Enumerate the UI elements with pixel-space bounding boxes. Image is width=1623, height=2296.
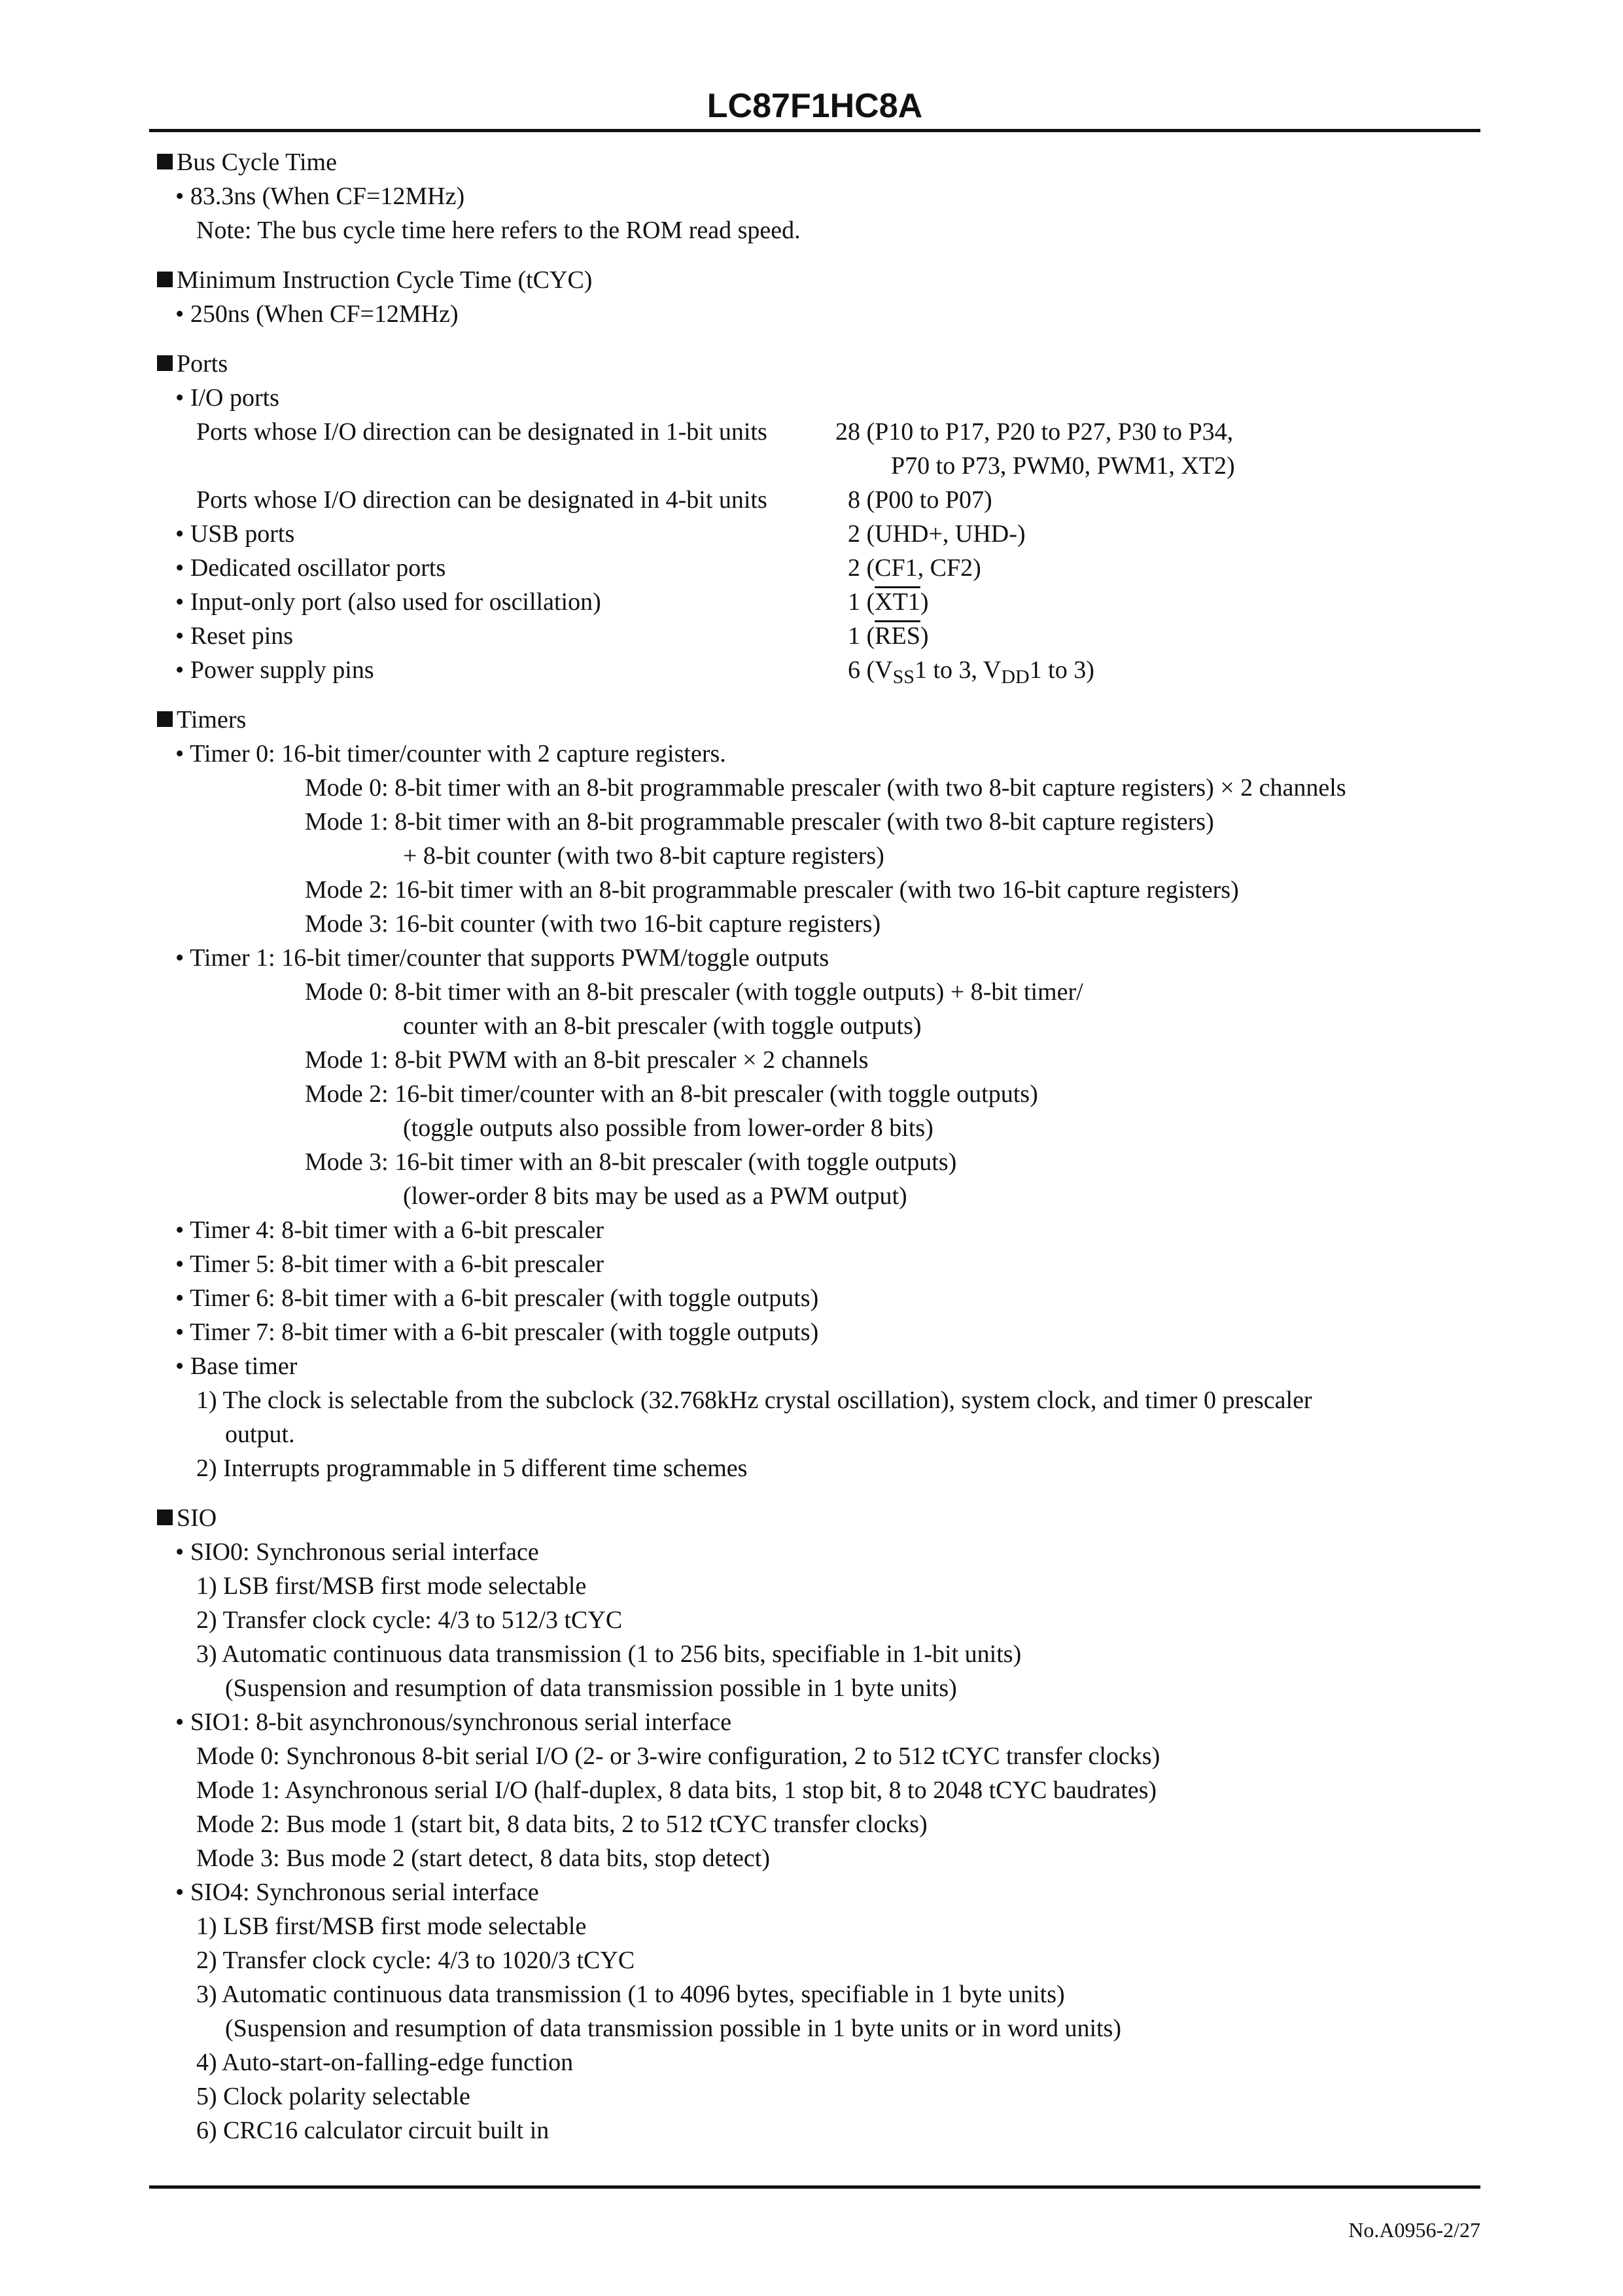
- mode-line: Mode 3: 16-bit timer with an 8-bit prescaler (with toggle outputs): [305, 1148, 957, 1176]
- list-item: • SIO1: 8-bit asynchronous/synchronous serial interface: [175, 1708, 732, 1736]
- numbered-item: 4) Auto-start-on-falling-edge function: [196, 2049, 574, 2076]
- port-row: • USB ports 2 (UHD+, UHD-): [175, 520, 1026, 548]
- mode-line: Mode 2: 16-bit timer/counter with an 8-bit prescaler (with toggle outputs): [305, 1080, 1038, 1108]
- mode-line: Mode 0: 8-bit timer with an 8-bit prescaler (with toggle outputs) + 8-bit timer/: [305, 978, 1083, 1006]
- header-rule: [149, 129, 1480, 132]
- numbered-item: output.: [225, 1421, 295, 1448]
- numbered-item: 2) Transfer clock cycle: 4/3 to 512/3 tCYC: [196, 1606, 623, 1634]
- square-bullet-icon: [157, 355, 173, 371]
- mode-line: Mode 1: Asynchronous serial I/O (half-duplex, 8 data bits, 1 stop bit, 8 to 2048 tCYC baudrates): [196, 1776, 1157, 1804]
- list-item: • Timer 5: 8-bit timer with a 6-bit prescaler: [175, 1250, 604, 1278]
- port-row: • Input-only port (also used for oscillation) 1 (XT1): [175, 588, 929, 616]
- section-heading: SIO: [157, 1501, 1480, 1535]
- list-item: • Timer 4: 8-bit timer with a 6-bit prescaler: [175, 1216, 604, 1244]
- list-item: • 83.3ns (When CF=12MHz): [175, 183, 465, 210]
- mode-line: (lower-order 8 bits may be used as a PWM output): [403, 1182, 907, 1210]
- spec-content: [157, 145, 1480, 2147]
- section-heading: Timers: [157, 703, 1480, 737]
- page-title: LC87F1HC8A: [707, 87, 923, 125]
- mode-line: Mode 0: Synchronous 8-bit serial I/O (2- or 3-wire configuration, 2 to 512 tCYC transfer clocks): [196, 1742, 1161, 1770]
- port-row: Ports whose I/O direction can be designated in 4-bit units 8 (P00 to P07): [196, 486, 992, 514]
- square-bullet-icon: [157, 272, 173, 287]
- port-row: Ports whose I/O direction can be designated in 1-bit units 28 (P10 to P17, P20 to P27, P30 to P34,: [196, 418, 1234, 446]
- numbered-item: 6) CRC16 calculator circuit built in: [196, 2117, 550, 2144]
- list-item: • Timer 6: 8-bit timer with a 6-bit prescaler (with toggle outputs): [175, 1284, 819, 1312]
- footer-rule: [149, 2185, 1480, 2189]
- mode-line: Mode 2: 16-bit timer with an 8-bit programmable prescaler (with two 16-bit capture registers): [305, 876, 1239, 904]
- mode-line: Mode 0: 8-bit timer with an 8-bit programmable prescaler (with two 8-bit capture registers) × 2 channels: [305, 774, 1346, 802]
- port-row: P70 to P73, PWM0, PWM1, XT2): [891, 452, 1235, 480]
- list-item: • Timer 1: 16-bit timer/counter that supports PWM/toggle outputs: [175, 944, 829, 972]
- section-heading: Minimum Instruction Cycle Time (tCYC): [157, 263, 1480, 297]
- numbered-item: 1) The clock is selectable from the subclock (32.768kHz crystal oscillation), system clock, and timer 0 prescaler: [196, 1386, 1312, 1414]
- numbered-item: (Suspension and resumption of data transmission possible in 1 byte units or in word units): [225, 2015, 1122, 2042]
- port-row: • Power supply pins 6 ($V_{SS}1$ to 3, $V_{DD}1$ to 3): [175, 656, 1094, 688]
- numbered-item: 3) Automatic continuous data transmission (1 to 4096 bytes, specifiable in 1 byte units): [196, 1981, 1065, 2008]
- section-heading: Bus Cycle Time: [157, 145, 1480, 179]
- mode-line: Mode 3: Bus mode 2 (start detect, 8 data bits, stop detect): [196, 1845, 770, 1872]
- numbered-item: 1) LSB first/MSB first mode selectable: [196, 1572, 587, 1600]
- numbered-item: (Suspension and resumption of data transmission possible in 1 byte units): [225, 1674, 957, 1702]
- port-row: • Dedicated oscillator ports 2 (CF1, CF2): [175, 554, 981, 582]
- list-item: • SIO4: Synchronous serial interface: [175, 1879, 539, 1906]
- list-item: • Timer 7: 8-bit timer with a 6-bit prescaler (with toggle outputs): [175, 1318, 819, 1346]
- mode-line: counter with an 8-bit prescaler (with toggle outputs): [403, 1012, 922, 1040]
- section-heading: Ports: [157, 347, 1480, 381]
- mode-line: Mode 2: Bus mode 1 (start bit, 8 data bits, 2 to 512 tCYC transfer clocks): [196, 1810, 928, 1838]
- numbered-item: 2) Transfer clock cycle: 4/3 to 1020/3 tCYC: [196, 1947, 635, 1974]
- mode-line: Mode 1: 8-bit timer with an 8-bit programmable prescaler (with two 8-bit capture registers): [305, 808, 1214, 836]
- list-item: • Base timer: [175, 1352, 298, 1380]
- list-item: • SIO0: Synchronous serial interface: [175, 1538, 539, 1566]
- list-item: • I/O ports: [175, 384, 279, 412]
- list-item: • Timer 0: 16-bit timer/counter with 2 capture registers.: [175, 740, 726, 768]
- mode-line: Mode 3: 16-bit counter (with two 16-bit capture registers): [305, 910, 881, 938]
- port-row: • Reset pins 1 $(\overline{RES})$: [175, 622, 929, 650]
- square-bullet-icon: [157, 1510, 173, 1525]
- mode-line: + 8-bit counter (with two 8-bit capture registers): [403, 842, 884, 870]
- list-item: • 250ns (When CF=12MHz): [175, 300, 459, 328]
- numbered-item: 2) Interrupts programmable in 5 different time schemes: [196, 1455, 748, 1482]
- numbered-item: 1) LSB first/MSB first mode selectable: [196, 1913, 587, 1940]
- numbered-item: 5) Clock polarity selectable: [196, 2083, 470, 2110]
- page-number: No.A0956-2/27: [1348, 2218, 1480, 2242]
- square-bullet-icon: [157, 711, 173, 727]
- mode-line: Mode 1: 8-bit PWM with an 8-bit prescaler × 2 channels: [305, 1046, 869, 1074]
- mode-line: (toggle outputs also possible from lower-order 8 bits): [403, 1114, 934, 1142]
- note: Note: The bus cycle time here refers to the ROM read speed.: [196, 217, 801, 244]
- numbered-item: 3) Automatic continuous data transmission (1 to 256 bits, specifiable in 1-bit units): [196, 1640, 1022, 1668]
- square-bullet-icon: [157, 154, 173, 169]
